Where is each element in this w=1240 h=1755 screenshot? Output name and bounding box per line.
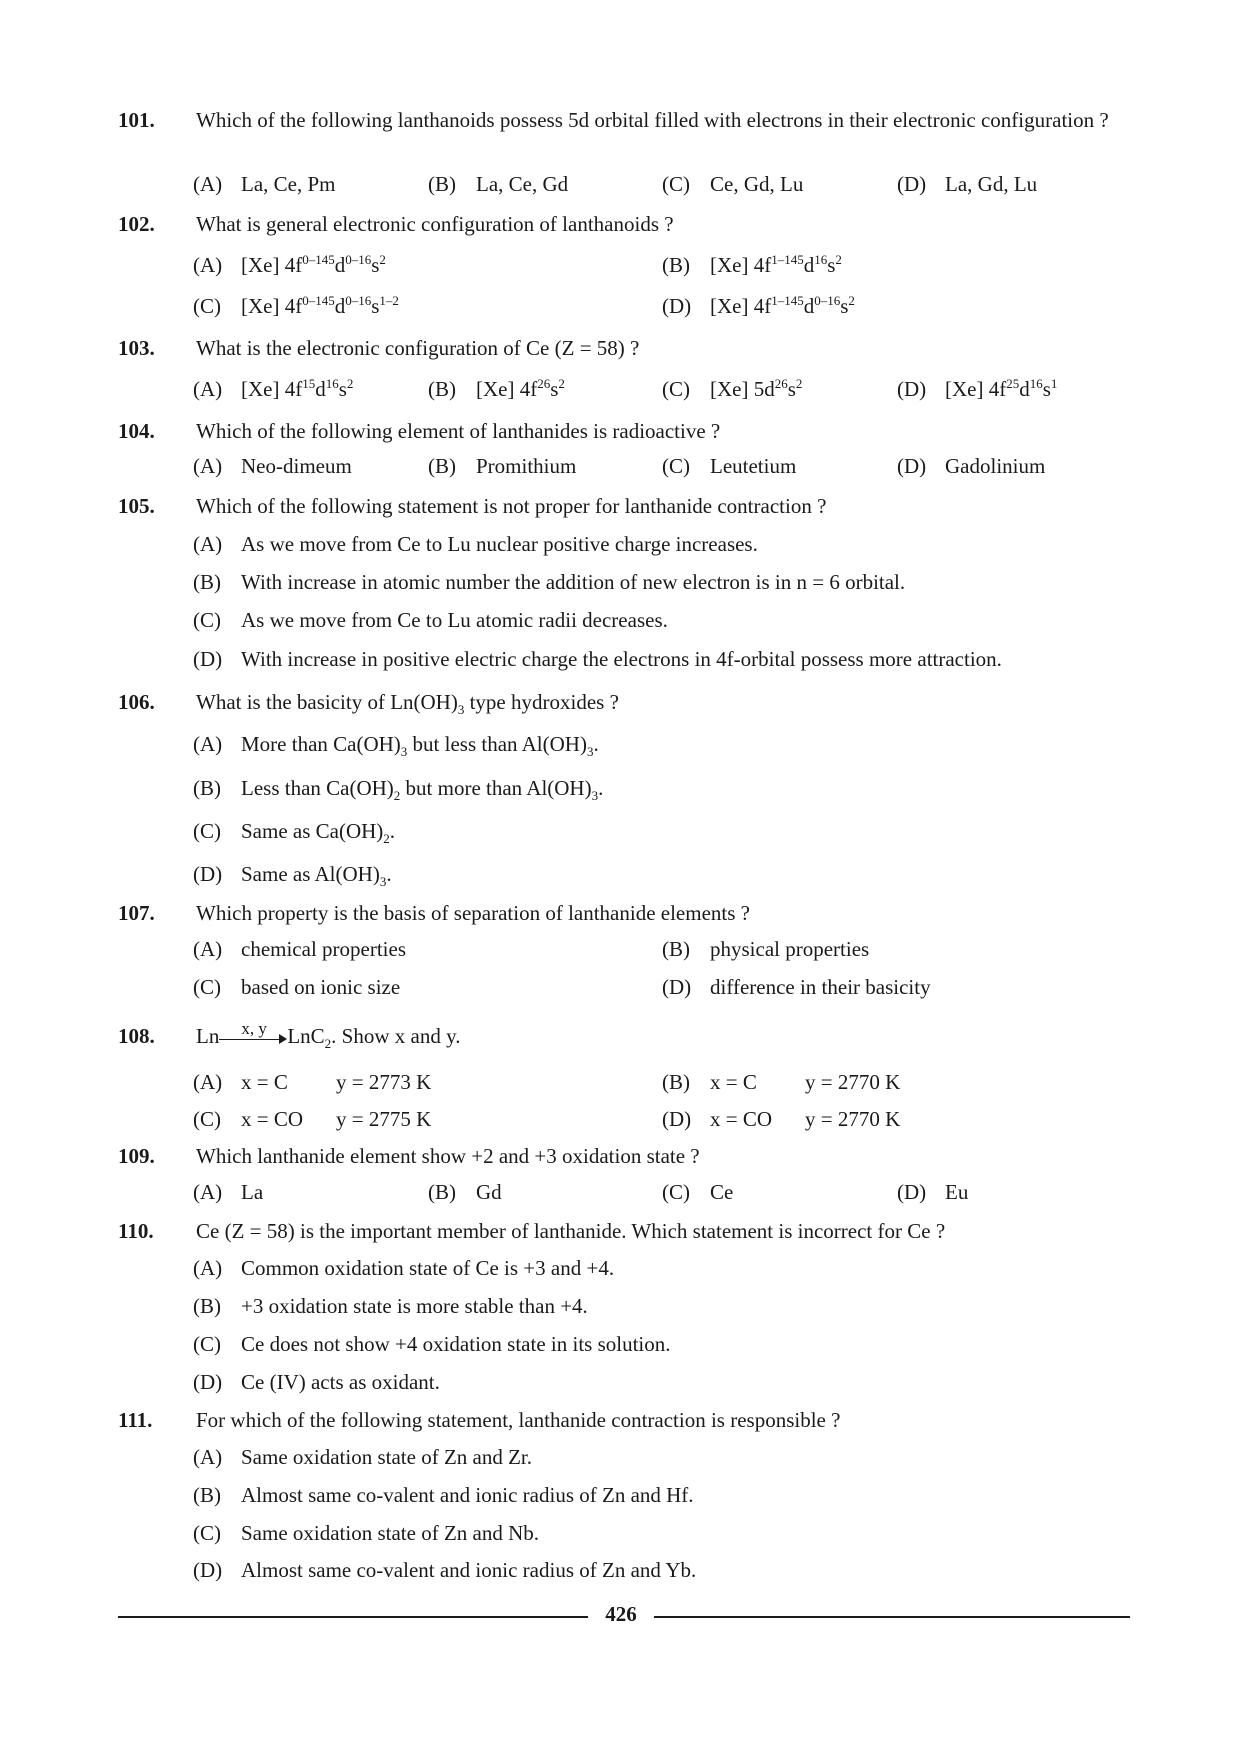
- question-number: 108.: [118, 1024, 155, 1048]
- option-b: (B) physical properties: [662, 937, 870, 961]
- option-d: (D) Eu: [897, 1180, 969, 1204]
- option-d: (D) Same as $Al(OH)_3$.: [193, 862, 392, 890]
- page-number: 426: [605, 1602, 637, 1626]
- option-a: (A) x = C y = 2773 K: [193, 1070, 432, 1094]
- question-108: [118, 1019, 1130, 1052]
- option-c: (C) Same oxidation state of Zn and Nb.: [193, 1521, 540, 1545]
- option-c: (C) x = CO y = 2775 K: [193, 1107, 432, 1131]
- question-text: [196, 1019, 1130, 1052]
- option-c: (C) Same as $Ca(OH)_2$.: [193, 819, 396, 847]
- question-111: [118, 1407, 1130, 1434]
- option-a: (A) Common oxidation state of Ce is +3 and +4.: [193, 1256, 615, 1280]
- question-105: [118, 493, 1130, 520]
- question-number: 111.: [118, 1408, 153, 1432]
- option-d: (D) [Xe] $4f^{25}d^{16}s^1$: [897, 376, 1058, 401]
- option-a: (A) Neo-dimeum: [193, 454, 352, 478]
- option-a: (A) [Xe] $4f^{15}d^{16}s^2$: [193, 376, 354, 401]
- option-a: (A) La, Ce, Pm: [193, 172, 336, 196]
- question-number: 110.: [118, 1219, 154, 1243]
- question-101: [118, 107, 1130, 134]
- question-number: 107.: [118, 901, 155, 925]
- question-text: Which of the following statement is not proper for lanthanide contraction ?: [196, 494, 827, 518]
- option-a: (A) chemical properties: [193, 937, 407, 961]
- option-c: (C) Ce does not show +4 oxidation state in its solution.: [193, 1332, 671, 1356]
- option-d: (D) Gadolinium: [897, 454, 1046, 478]
- question-text: Which of the following lanthanoids possess 5d orbital filled with electrons in their electronic configuration ?: [196, 108, 1109, 132]
- option-c: (C) Leutetium: [662, 454, 797, 478]
- question-text: Which of the following element of lanthanides is radioactive ?: [196, 419, 721, 443]
- option-b: (B) With increase in atomic number the addition of new electron is in n = 6 orbital.: [193, 570, 906, 594]
- reactant: Ln: [196, 1024, 220, 1048]
- question-number: 106.: [118, 690, 155, 714]
- option-d: (D) [Xe] $4f^{1-145}d^{0-16}s^2$: [662, 293, 855, 318]
- option-c: (C) Ce: [662, 1180, 734, 1204]
- question-text: What is the basicity of $Ln(OH)_3$ type hydroxides ?: [196, 690, 619, 718]
- option-b: (B) Gd: [428, 1180, 502, 1204]
- question-number: 109.: [118, 1144, 155, 1168]
- option-a: (A) As we move from Ce to Lu nuclear positive charge increases.: [193, 532, 758, 556]
- question-110: [118, 1218, 1130, 1245]
- option-c: (C) [Xe] $5d^{26}s^2$: [662, 376, 803, 401]
- question-number: 101.: [118, 108, 155, 132]
- question-number: 104.: [118, 419, 155, 443]
- option-b: (B) Promithium: [428, 454, 577, 478]
- option-a: (A) More than $Ca(OH)_3$ but less than $Al(OH)_3$.: [193, 732, 599, 760]
- option-b: (B) x = C y = 2770 K: [662, 1070, 901, 1094]
- option-d: (D) Almost same co-valent and ionic radius of Zn and Yb.: [193, 1558, 697, 1582]
- option-b: (B) La, Ce, Gd: [428, 172, 569, 196]
- reaction-equation: Ln x, y LnC$_2$. Show x and y.: [196, 1023, 460, 1050]
- option-d: (D) difference in their basicity: [662, 975, 931, 999]
- product: LnC$_2$: [287, 1024, 332, 1052]
- question-text: Which property is the basis of separation of lanthanide elements ?: [196, 901, 750, 925]
- question-103: [118, 335, 1130, 362]
- option-d: (D) Ce (IV) acts as oxidant.: [193, 1370, 440, 1394]
- option-b: (B) +3 oxidation state is more stable than +4.: [193, 1294, 588, 1318]
- question-text: What is the electronic configuration of Ce (Z = 58) ?: [196, 336, 640, 360]
- question-104: [118, 418, 1130, 445]
- option-b: (B) [Xe] $4f^{26}s^2$: [428, 376, 565, 401]
- footer-rule-left: [118, 1616, 588, 1618]
- option-c: (C) As we move from Ce to Lu atomic radii decreases.: [193, 608, 668, 632]
- reaction-arrow-icon: [219, 1019, 287, 1045]
- option-a: (A) La: [193, 1180, 264, 1204]
- question-text: What is general electronic configuration of lanthanoids ?: [196, 212, 674, 236]
- question-text: Which lanthanide element show +2 and +3 oxidation state ?: [196, 1144, 700, 1168]
- arrow-label: x, y: [241, 1019, 267, 1039]
- option-d: (D) La, Gd, Lu: [897, 172, 1038, 196]
- option-b: (B) Less than $Ca(OH)_2$ but more than $Al(OH)_3$.: [193, 776, 604, 804]
- option-c: (C) based on ionic size: [193, 975, 401, 999]
- option-a: (A) [Xe] $4f^{0-145}d^{0-16}s^2$: [193, 252, 386, 277]
- question-107: [118, 900, 1130, 927]
- question-number: 105.: [118, 494, 155, 518]
- question-text: For which of the following statement, lanthanide contraction is responsible ?: [196, 1408, 841, 1432]
- option-a: (A) Same oxidation state of Zn and Zr.: [193, 1445, 533, 1469]
- question-text: Ce (Z = 58) is the important member of lanthanide. Which statement is incorrect for Ce ?: [196, 1219, 946, 1243]
- question-number: 103.: [118, 336, 155, 360]
- footer-rule-right: [654, 1616, 1130, 1618]
- question-number: 102.: [118, 212, 155, 236]
- question-106: [118, 689, 1130, 716]
- option-b: (B) Almost same co-valent and ionic radius of Zn and Hf.: [193, 1483, 694, 1507]
- question-102: [118, 211, 1130, 238]
- option-d: (D) With increase in positive electric charge the electrons in 4f-orbital possess more attraction.: [193, 647, 1002, 671]
- option-d: (D) x = CO y = 2770 K: [662, 1107, 901, 1131]
- option-c: (C) Ce, Gd, Lu: [662, 172, 804, 196]
- option-c: (C) [Xe] $4f^{0-145}d^{0-16}s^{1-2}$: [193, 293, 399, 318]
- question-109: [118, 1143, 1130, 1170]
- option-b: (B) [Xe] $4f^{1-145}d^{16}s^2$: [662, 252, 842, 277]
